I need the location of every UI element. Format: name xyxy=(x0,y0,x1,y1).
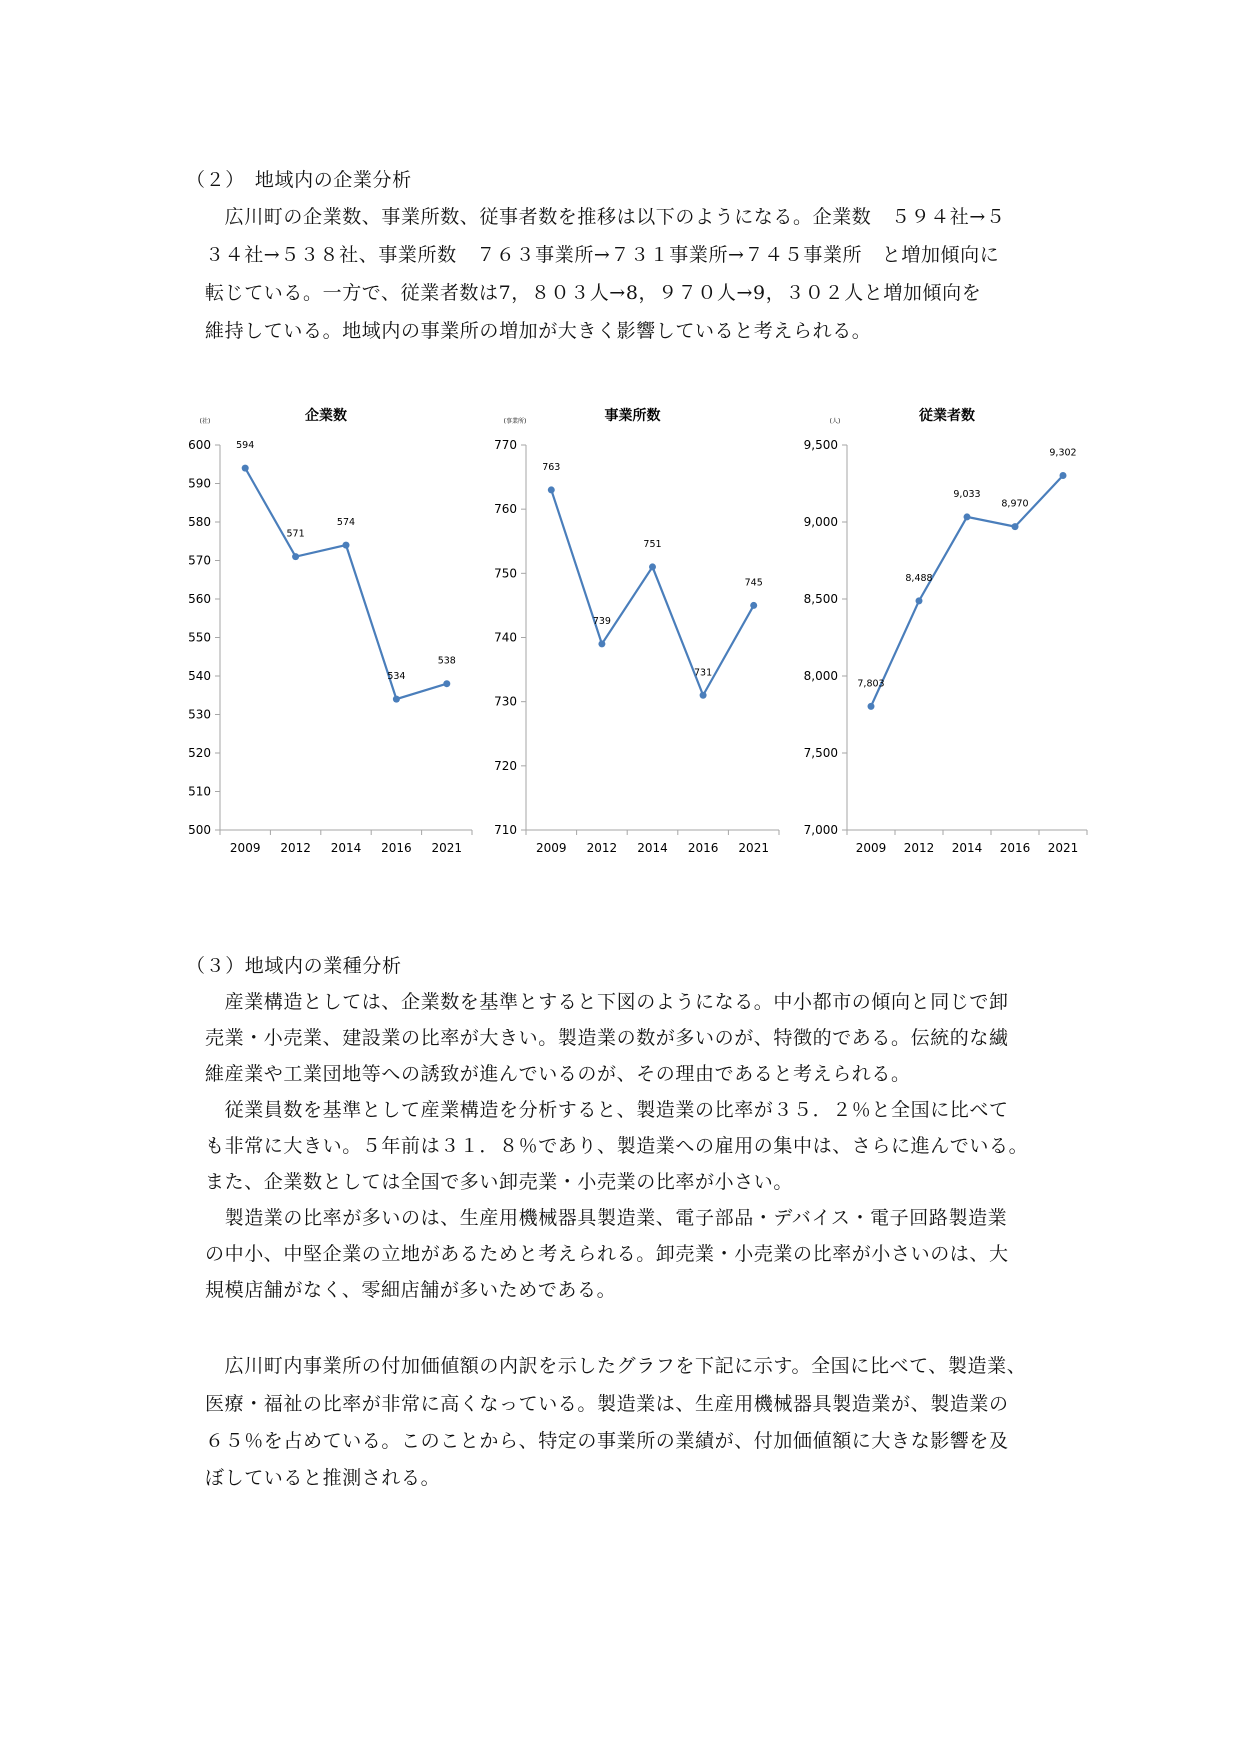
y-tick-label: 600 xyxy=(188,438,211,452)
data-point xyxy=(598,640,605,647)
y-tick-label: 580 xyxy=(188,515,211,529)
y-tick-label: 570 xyxy=(188,553,211,568)
y-tick-label: 8,500 xyxy=(803,592,838,606)
y-tick-label: 770 xyxy=(494,438,517,452)
data-label: 9,302 xyxy=(1049,447,1077,459)
data-label: 538 xyxy=(437,655,456,667)
x-tick-label: 2016 xyxy=(687,841,719,855)
section-3-text-line: 維産業や工業団地等への誘致が進んでいるのが、その理由であると考えられる。 xyxy=(205,1063,911,1085)
data-point xyxy=(868,703,875,710)
data-point xyxy=(1012,523,1019,530)
data-point xyxy=(649,563,656,570)
chart-title: 企業数 xyxy=(305,408,347,424)
y-tick-label: 540 xyxy=(188,669,211,683)
section-3-text-line: 売業・小売業、建設業の比率が大きい。製造業の数が多いのが、特徴的である。伝統的な繊 xyxy=(205,1027,1009,1049)
section-3-heading: （３）地域内の業種分析 xyxy=(186,955,402,977)
x-tick-label: 2009 xyxy=(229,841,261,855)
x-tick-label: 2014 xyxy=(330,841,362,855)
chart-employees xyxy=(790,400,1100,860)
section-3-text-line: 製造業の比率が多いのは、生産用機械器具製造業、電子部品・デバイス・電子回路製造業 xyxy=(205,1207,1008,1229)
y-tick-label: 530 xyxy=(188,707,211,722)
chart-companies xyxy=(175,400,485,860)
section-2-text-line: 広川町の企業数、事業所数、従事者数を推移は以下のようになる。企業数 ５９４社→５ xyxy=(205,206,1006,228)
section-3-text-line: も非常に大きい。５年前は３１．８％であり、製造業への雇用の集中は、さらに進んでいる。 xyxy=(205,1135,1029,1157)
data-point xyxy=(393,696,400,703)
y-tick-label: 520 xyxy=(188,746,211,760)
y-tick-label: 7,000 xyxy=(803,823,838,837)
data-point xyxy=(548,486,555,493)
chart-employees-svg xyxy=(790,400,1100,860)
y-axis-unit-label: (人) xyxy=(829,418,841,425)
chart-title: 事業所数 xyxy=(604,408,661,424)
x-tick-label: 2012 xyxy=(903,841,935,855)
section-3-text-line: の中小、中堅企業の立地があるためと考えられる。卸売業・小売業の比率が小さいのは、大 xyxy=(205,1243,1009,1265)
y-tick-label: 730 xyxy=(494,694,517,709)
data-label: 574 xyxy=(336,517,356,529)
y-tick-label: 550 xyxy=(188,630,211,645)
y-tick-label: 710 xyxy=(494,823,517,837)
data-label: 534 xyxy=(387,671,406,683)
x-tick-label: 2014 xyxy=(637,841,668,855)
section-3-paragraph-2-line: ６５％を占めている。このことから、特定の事業所の業績が、付加価値額に大きな影響を及 xyxy=(205,1430,1009,1452)
section-2-text-line: ３４社→５３８社、事業所数 ７６３事業所→７３１事業所→７４５事業所 と増加傾向に xyxy=(205,244,1000,266)
y-tick-label: 760 xyxy=(494,502,517,517)
section-3-text-line: 従業員数を基準として産業構造を分析すると、製造業の比率が３５．２％と全国に比べて xyxy=(205,1099,1009,1121)
data-label: 745 xyxy=(744,577,763,589)
y-axis-unit-label: (社) xyxy=(199,418,211,425)
data-label: 739 xyxy=(592,615,611,627)
data-label: 571 xyxy=(286,528,305,540)
y-tick-label: 740 xyxy=(494,630,517,645)
y-axis-unit-label: (事業所) xyxy=(503,418,527,425)
data-point xyxy=(292,553,299,560)
x-tick-label: 2021 xyxy=(1047,841,1079,855)
data-label: 763 xyxy=(542,461,561,473)
y-tick-label: 9,500 xyxy=(803,438,838,452)
y-tick-label: 720 xyxy=(494,758,517,773)
series-line xyxy=(871,475,1063,706)
y-tick-label: 500 xyxy=(188,823,211,837)
data-point xyxy=(343,542,350,549)
x-tick-label: 2012 xyxy=(586,841,618,855)
data-point xyxy=(443,680,450,687)
data-point xyxy=(700,692,707,699)
x-tick-label: 2016 xyxy=(381,841,412,855)
section-2-text-line: 維持している。地域内の事業所の増加が大きく影響していると考えられる。 xyxy=(205,320,872,342)
x-tick-label: 2009 xyxy=(855,841,887,855)
data-label: 9,033 xyxy=(953,488,981,500)
section-3-text-line: 産業構造としては、企業数を基準とすると下図のようになる。中小都市の傾向と同じで卸 xyxy=(205,991,1009,1013)
series-line xyxy=(551,490,753,695)
data-point xyxy=(242,465,249,472)
y-tick-label: 9,000 xyxy=(803,515,838,529)
section-2-text-line: 転じている。一方で、従業者数は7，８０３人→8，９７０人→9，３０２人と増加傾向を xyxy=(205,282,982,304)
series-line xyxy=(245,468,447,699)
section-3-paragraph-2-line: 広川町内事業所の付加価値額の内訳を示したグラフを下記に示す。全国に比べて、製造業、 xyxy=(205,1355,1027,1377)
y-tick-label: 510 xyxy=(188,784,211,799)
y-tick-label: 750 xyxy=(494,566,517,581)
data-label: 8,970 xyxy=(1001,498,1029,510)
x-tick-label: 2014 xyxy=(951,841,983,855)
x-tick-label: 2016 xyxy=(999,841,1031,855)
data-label: 8,488 xyxy=(905,572,933,584)
section-2-heading: （２） 地域内の企業分析 xyxy=(186,169,412,191)
data-point xyxy=(1060,472,1067,479)
data-label: 594 xyxy=(236,440,255,452)
section-3-text-line: また、企業数としては全国で多い卸売業・小売業の比率が小さい。 xyxy=(205,1171,794,1193)
data-label: 751 xyxy=(643,538,662,550)
data-label: 7,803 xyxy=(857,678,885,690)
x-tick-label: 2012 xyxy=(280,841,311,855)
data-label: 731 xyxy=(694,667,713,679)
section-3-text-line: 規模店舗がなく、零細店舗が多いためである。 xyxy=(205,1279,617,1301)
chart-title: 従業者数 xyxy=(919,408,975,424)
y-tick-label: 7,500 xyxy=(803,746,838,760)
x-tick-label: 2021 xyxy=(738,841,769,855)
data-point xyxy=(916,597,923,604)
x-tick-label: 2021 xyxy=(431,841,463,855)
chart-establishments-svg xyxy=(485,400,795,860)
y-tick-label: 560 xyxy=(188,592,211,606)
section-3-paragraph-2-line: 医療・福祉の比率が非常に高くなっている。製造業は、生産用機械器具製造業が、製造業の xyxy=(205,1393,1009,1415)
chart-establishments xyxy=(485,400,795,860)
y-tick-label: 8,000 xyxy=(803,669,838,683)
x-tick-label: 2009 xyxy=(536,841,567,855)
data-point xyxy=(750,602,757,609)
data-point xyxy=(964,513,971,520)
section-3-paragraph-2-line: ぼしていると推測される。 xyxy=(205,1467,441,1489)
y-tick-label: 590 xyxy=(188,476,211,491)
chart-companies-svg xyxy=(175,400,485,860)
